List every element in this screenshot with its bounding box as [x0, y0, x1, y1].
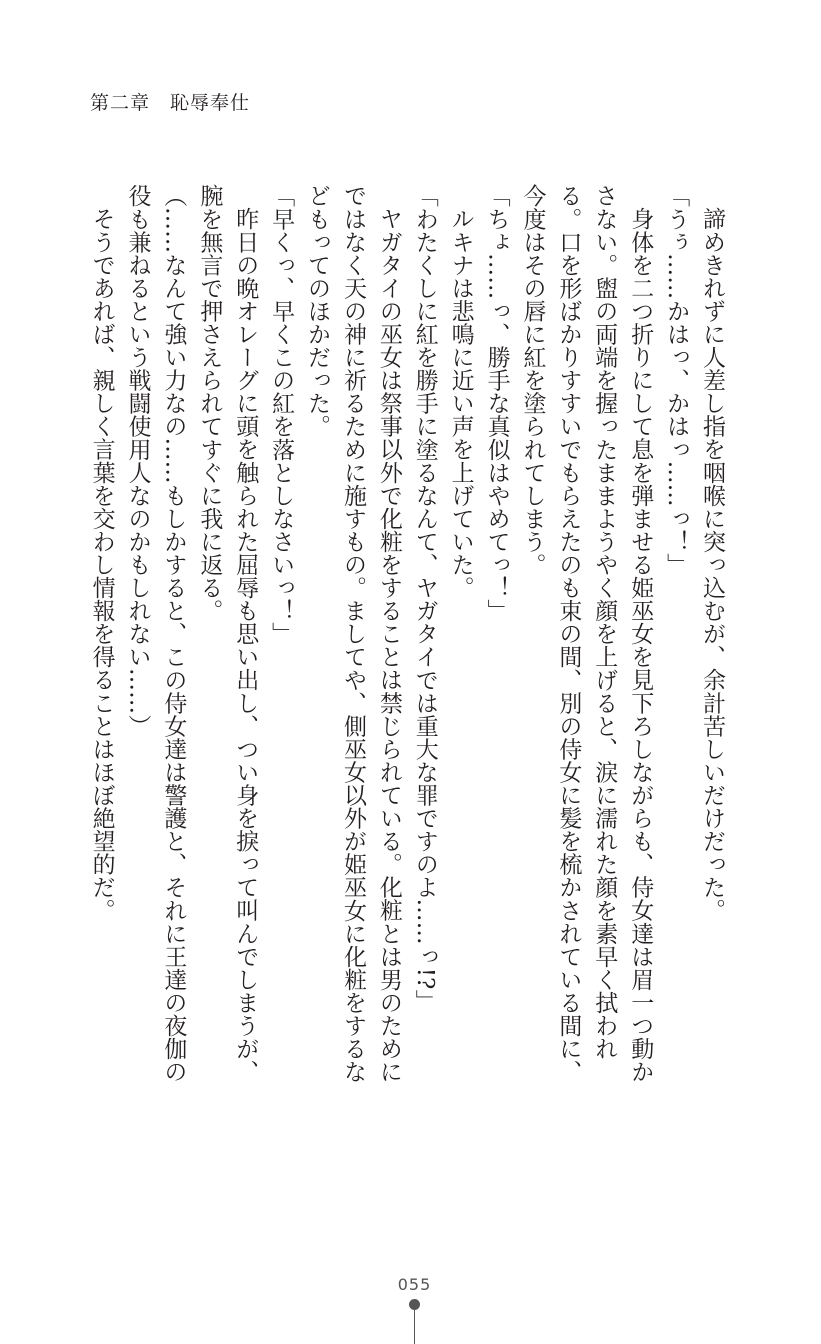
dialogue-line: 「早くっ、早くこの紅を落としなさいっ！」: [268, 184, 295, 645]
paragraph: そうであれば、親しく言葉を交わし情報を得ることはほぼ絶望的だ。: [89, 207, 115, 922]
folio-line-ornament: [414, 1308, 415, 1344]
paragraph: ルキナは悲鳴に近い声を上げていた。: [447, 207, 474, 599]
paragraph: 諦めきれずに人差し指を咽喉に突っ込むが、余計苦しいだけだった。: [699, 207, 725, 922]
dialogue-line: 「わたくしに紅を勝手に塗るなんて、ヤガタイでは重大な罪ですのよ……っ!?」: [411, 184, 438, 1013]
paragraph: ヤガタイの巫女は祭事以外で化粧をすることは禁じられている。化粧とは男のためにではなく天の神に祈るために施すもの。ましてや、側巫女以外が姫巫女に化粧をするなどもってのほかだった。: [304, 184, 402, 1083]
body-text: [89, 184, 729, 1096]
dialogue-line: 「ちょ……っ、勝手な真似はやめてっ！」: [483, 184, 510, 622]
running-head: 第二章 恥辱奉仕: [90, 92, 251, 114]
paragraph: 身体を二つ折りにして息を弾ませる姫巫女を見下ろしながらも、侍女達は眉一つ動かさない。盥の両端を握ったままようやく顔を上げると、涙に濡れた顔を素早く拭われる。口を形ばかりすすいでもらえたのも束の間、別の侍女に髪を梳かされている間に、今度はその唇に紅を塗られてしまう。: [519, 184, 654, 1083]
page-number: 055: [397, 1275, 432, 1294]
paragraph: 昨日の晩オレーグに頭を触られた屈辱も思い出し、つい身を捩って叫んでしまうが、腕を無言で押さえられてすぐに我に返る。: [196, 184, 259, 1083]
inner-thought-line: （……なんて強い力なの……もしかすると、この侍女達は警護と、それに王達の夜伽の役も兼ねるという戦闘使用人なのかもしれない……）: [124, 184, 187, 1083]
dialogue-line: 「うぅ……かはっ、かはっ……っ！」: [663, 184, 690, 576]
